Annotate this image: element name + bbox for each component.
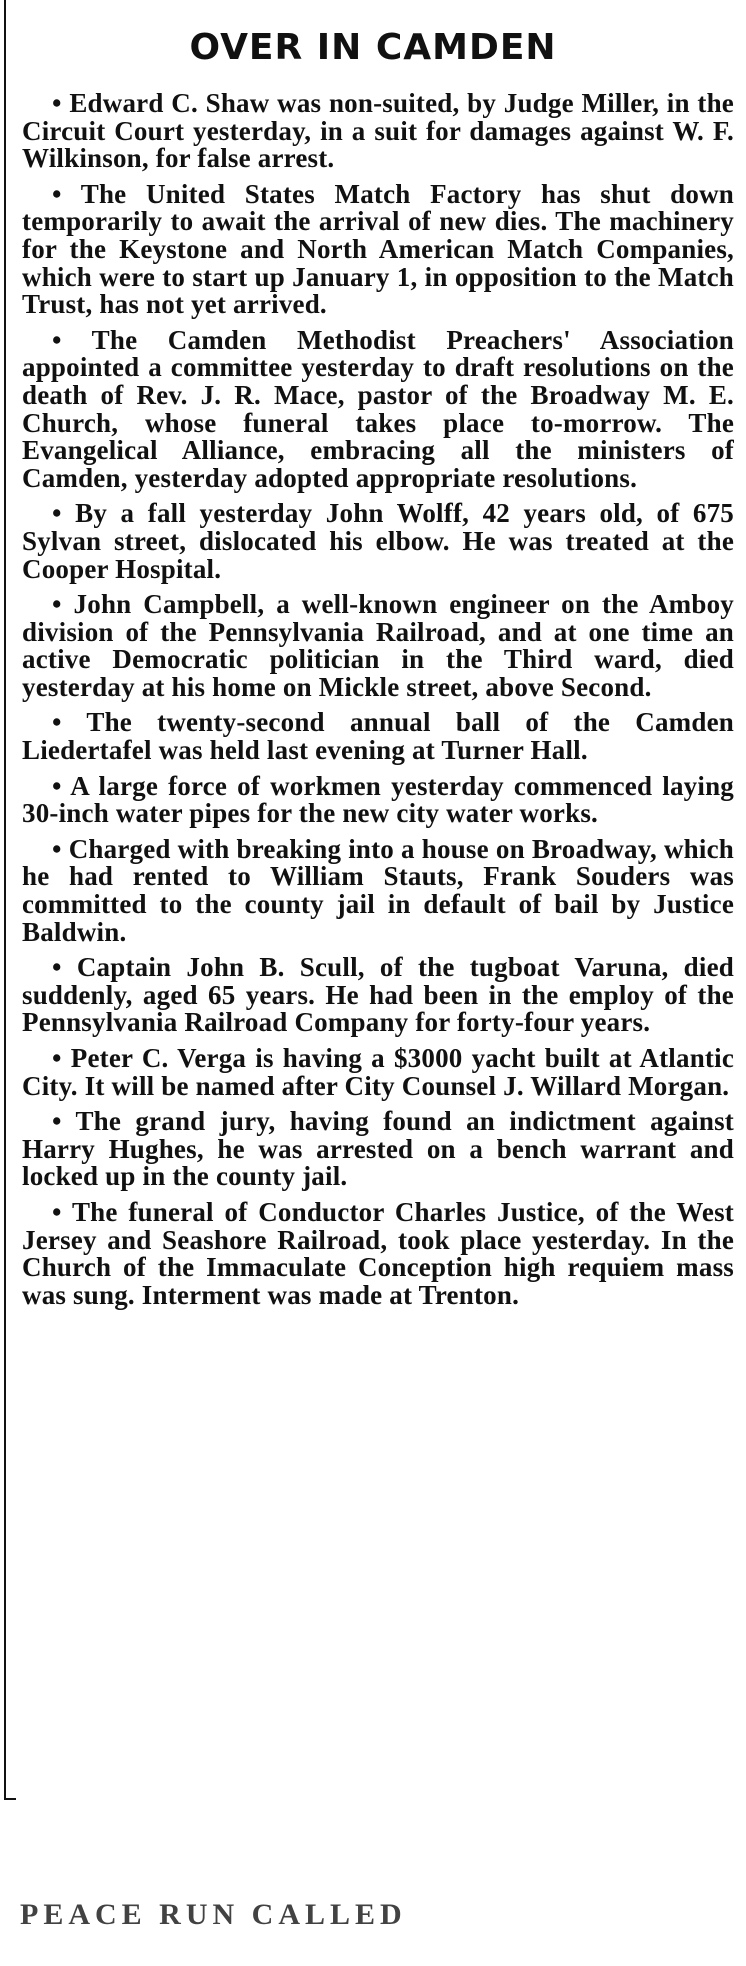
news-item: • A large force of workmen yesterday commenced laying 30-inch water pipes for the new city water works. (22, 770, 734, 829)
news-item: • The United States Match Factory has shut down temporarily to await the arrival of new dies. The machinery for the Keystone and North American Match Companies, which were to start up January 1, in opposition to the Match Trust, has not yet arrived. (22, 178, 734, 320)
news-item: • By a fall yesterday John Wolff, 42 years old, of 675 Sylvan street, dislocated his elbow. He was treated at the Cooper Hospital. (22, 498, 734, 584)
news-item: • Charged with breaking into a house on Broadway, which he had rented to William Stauts, Frank Souders was committed to the county jail in default of bail by Justice Baldwin. (22, 833, 734, 947)
news-item: • The grand jury, having found an indictment against Harry Hughes, he was arrested on a bench warrant and locked up in the county jail. (22, 1106, 734, 1192)
news-item: • The funeral of Conductor Charles Justice, of the West Jersey and Seashore Railroad, took place yesterday. In the Church of the Immaculate Conception high requiem mass was sung. Interment was made at Trenton. (22, 1196, 734, 1310)
news-item: • Captain John B. Scull, of the tugboat Varuna, died suddenly, aged 65 years. He had been in the employ of the Pennsylvania Railroad Company for forty-four years. (22, 952, 734, 1038)
news-item: • The twenty-second annual ball of the Camden Liedertafel was held last evening at Turner Hall. (22, 707, 734, 766)
news-column (22, 90, 734, 1317)
news-item: • John Campbell, a well-known engineer on the Amboy division of the Pennsylvania Railroad, and at one time an active Democratic politician in the Third ward, died yesterday at his home on Mickle street, above Second. (22, 589, 734, 702)
column-rule (4, 0, 6, 1800)
news-item: • Peter C. Verga is having a $3000 yacht built at Atlantic City. It will be named after City Counsel J. Willard Morgan. (22, 1043, 734, 1101)
column-rule-foot (4, 1798, 16, 1800)
headline: OVER IN CAMDEN (189, 27, 557, 68)
news-item: • Edward C. Shaw was non-suited, by Judge Miller, in the Circuit Court yesterday, in a suit for damages against W. F. Wilkinson, for false arrest. (22, 88, 734, 174)
next-article-headline-fragment: PEACE RUN CALLED (20, 1898, 407, 1931)
news-item: • The Camden Methodist Preachers' Association appointed a committee yesterday to draft resolutions on the death of Rev. J. R. Mace, pastor of the Broadway M. E. Church, whose funeral takes place to-morrow. The Evangelical Alliance, embracing all the ministers of Camden, yesterday adopted appropriate resolutions. (22, 324, 734, 493)
